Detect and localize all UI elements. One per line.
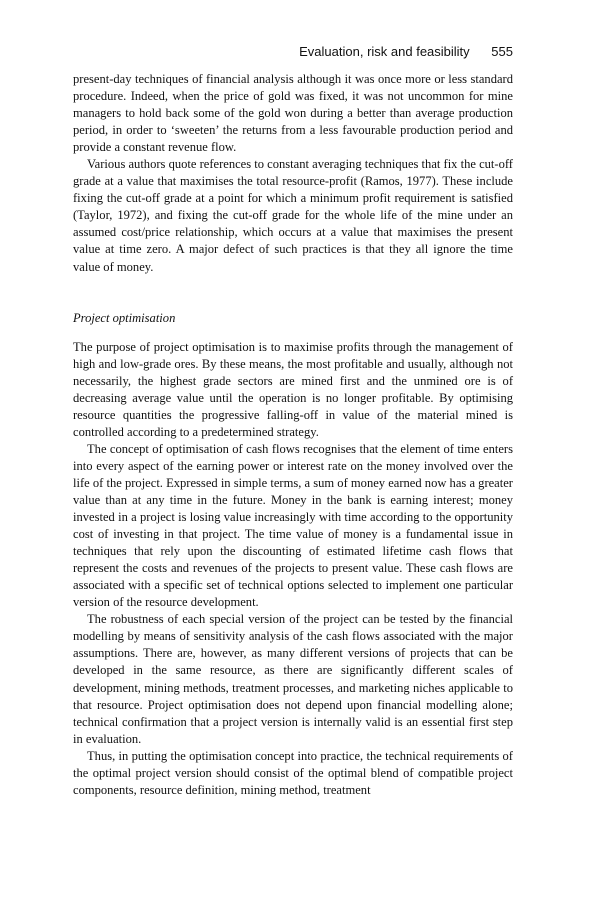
paragraph: The concept of optimisation of cash flows recognises that the element of time enters into every aspect of the earning power or interest rate on the money involved over the life of the project. Expressed in simple terms, a sum of money earned now has a greater value than at any time in the future. Money in the bank is earning interest; money invested in a project is losing value increasingly with time according to the opportunity cost of investing in that project. The time value of money is a fundamental issue in techniques that rely upon the discounting of estimated lifetime cash flows that represent the costs and revenues of the projects to present value. These cash flows are associated with a specific set of technical options selected to implement one particular version of the resource development.: [73, 441, 513, 610]
running-head: [299, 44, 513, 59]
paragraph: The robustness of each special version of the project can be tested by the financial modelling by means of sensitivity analysis of the cash flows associated with the major assumptions. There are, however, as many different versions of projects that can be developed in the same resource, as there are significantly different scales of development, mining methods, treatment processes, and marketing niches applicable to that resource. Project optimisation does not depend upon financial modelling alone; technical confirmation that a project version is internally valid is an essential first step in evaluation.: [73, 612, 513, 746]
section-heading: Project optimisation: [73, 310, 176, 325]
paragraph: Various authors quote references to constant averaging techniques that fix the cut-off grade at a value that maximises the total resource-profit (Ramos, 1977). These include fixing the cut-off grade at a point for which a minimum profit requirement is satisfied (Taylor, 1972), and fixing the cut-off grade for the whole life of the mine under an assumed cost/price relationship, which occurs at a value that maximises the present value at time zero. A major defect of such practices is that they all ignore the time value of money.: [73, 157, 513, 274]
page-number: 555: [491, 44, 513, 59]
paragraph: The purpose of project optimisation is to maximise profits through the management of high and low-grade ores. By these means, the most profitable and usually, although not necessarily, the highest grade sectors are mined first and the unmined ore is of decreasing average value until the operation is no longer profitable. By optimising resource quantities the progressive falling-off in value of the material mined is controlled according to a predetermined strategy.: [73, 339, 513, 439]
running-title: Evaluation, risk and feasibility: [299, 44, 470, 59]
paragraph-continued: present-day techniques of financial analysis although it was once more or less standard procedure. Indeed, when the price of gold was fixed, it was not uncommon for mine managers to hold back some of the gold won during a better than average production period, in order to ‘sweeten’ the returns from a less favourable production period and provide a constant revenue flow.: [73, 72, 513, 155]
body-text: [73, 71, 513, 799]
paragraph: Thus, in putting the optimisation concept into practice, the technical requirements of the optimal project version should consist of the optimal blend of compatible project components, resource definition, mining method, treatment: [73, 748, 513, 797]
